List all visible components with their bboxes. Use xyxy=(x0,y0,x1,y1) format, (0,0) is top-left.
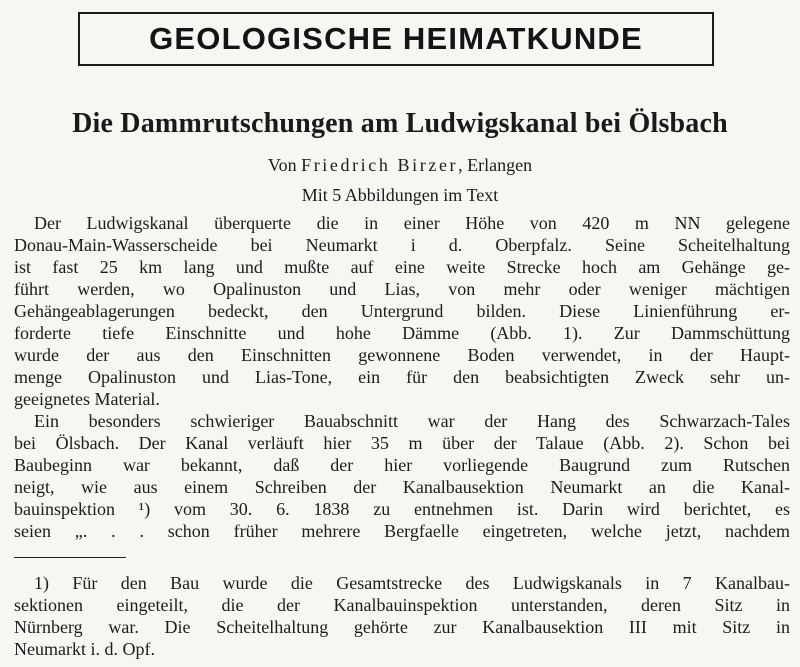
body-line: ist fast 25 km lang und mußte auf eine weite Strecke hoch am Gehänge ge- xyxy=(14,257,790,277)
footnote-divider xyxy=(14,557,126,558)
footnote-line: 1) Für den Bau wurde die Gesamtstrecke des Ludwigskanals in 7 Kanalbau- xyxy=(34,573,790,593)
body-line: geeignetes Material. xyxy=(14,389,160,409)
author-affiliation: , Erlangen xyxy=(458,155,533,175)
article-author xyxy=(0,155,800,176)
body-line: menge Opalinuston und Lias-Tone, ein für den beabsichtigten Zweck sehr un- xyxy=(14,367,790,387)
body-line: wurde der aus den Einschnitten gewonnene Boden verwendet, in der Haupt- xyxy=(14,345,790,365)
article-title: Die Dammrutschungen am Ludwigskanal bei Ölsbach xyxy=(72,108,728,139)
body-line: bauinspektion ¹) vom 30. 6. 1838 zu entnehmen ist. Darin wird berichtet, es xyxy=(14,499,790,519)
footnote-line: Neumarkt i. d. Opf. xyxy=(14,639,155,659)
body-line: Donau-Main-Wasserscheide bei Neumarkt i d. Oberpfalz. Seine Scheitelhaltung xyxy=(14,235,790,255)
body-line: Baubeginn war bekannt, daß der hier vorliegende Baugrund zum Rutschen xyxy=(14,455,790,475)
author-prefix: Von xyxy=(267,155,302,175)
body-line: neigt, wie aus einem Schreiben der Kanalbausektion Neumarkt an die Kanal- xyxy=(14,477,790,497)
footnote xyxy=(14,573,790,661)
article-body xyxy=(14,212,790,542)
body-line: Gehängeablagerungen bedeckt, den Untergrund bilden. Diese Linienführung er- xyxy=(14,301,790,321)
body-line: forderte tiefe Einschnitte und hohe Dämme (Abb. 1). Zur Dammschüttung xyxy=(14,323,790,343)
body-line: Der Ludwigskanal überquerte die in einer Höhe von 420 m NN gelegene xyxy=(34,213,790,233)
figures-note: Mit 5 Abbildungen im Text xyxy=(301,185,499,205)
body-line: Ein besonders schwieriger Bauabschnitt war der Hang des Schwarzach-Tales xyxy=(34,411,790,431)
footnote-line: Nürnberg war. Die Scheitelhaltung gehörte zur Kanalbausektion III mit Sitz in xyxy=(14,617,790,637)
body-line: seien „. . . schon früher mehrere Bergfaelle eingetreten, welche jetzt, nachdem xyxy=(14,521,790,541)
author-name: Friedrich Birzer xyxy=(301,155,459,175)
footnote-line: sektionen eingeteilt, die der Kanalbauinspektion unterstanden, deren Sitz in xyxy=(14,595,790,615)
body-line: führt werden, wo Opalinuston und Lias, von mehr oder weniger mächtigen xyxy=(14,279,790,299)
section-banner xyxy=(78,12,714,66)
section-banner-text: GEOLOGISCHE HEIMATKUNDE xyxy=(149,21,643,56)
body-line: bei Ölsbach. Der Kanal verläuft hier 35 m über der Talaue (Abb. 2). Schon bei xyxy=(14,433,790,453)
